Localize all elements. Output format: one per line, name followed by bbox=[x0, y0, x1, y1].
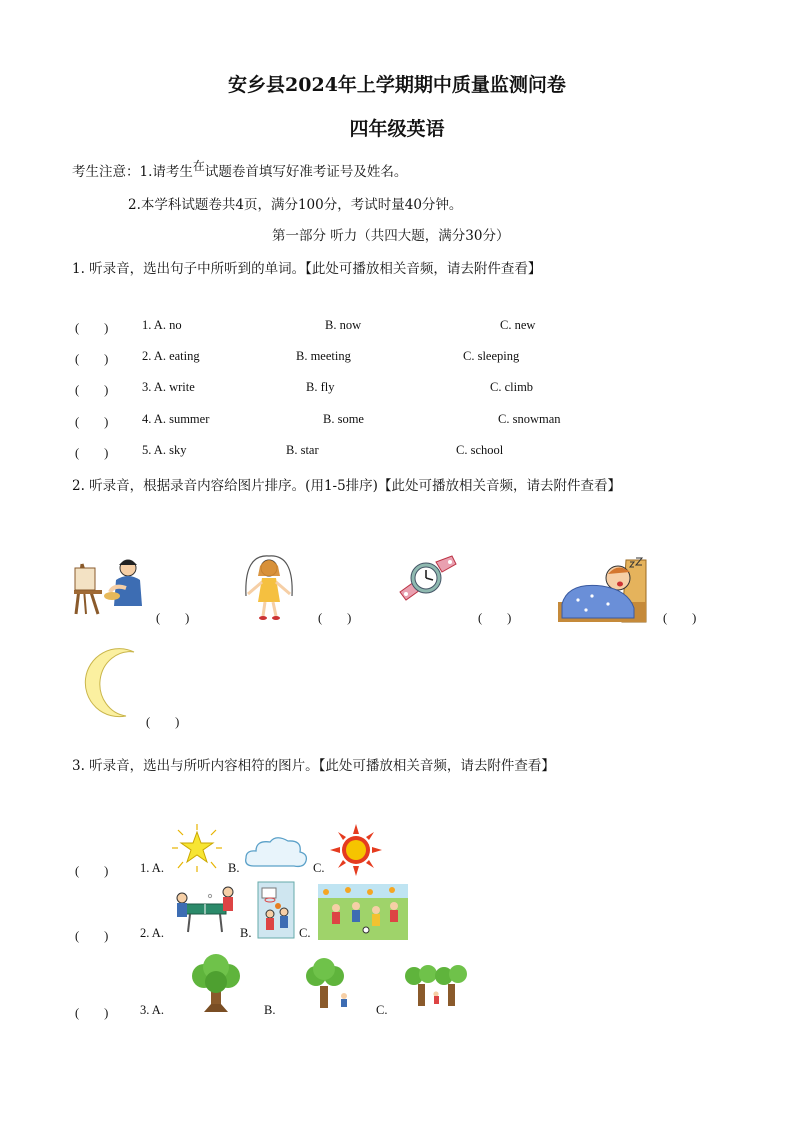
answer-paren[interactable]: ( ) bbox=[75, 383, 109, 397]
sun-icon bbox=[330, 824, 382, 876]
section2-heading: 2. 听录音，根据录音内容给图片排序。(用1-5排序)【此处可播放相关音频，请去附件查看】 bbox=[72, 478, 621, 494]
basketball-icon bbox=[258, 882, 294, 938]
answer-paren[interactable]: ( ) bbox=[75, 352, 109, 366]
two-trees-icon bbox=[404, 960, 470, 1008]
jump-rope-girl-icon bbox=[240, 552, 298, 624]
wristwatch-icon bbox=[396, 554, 460, 602]
option-c-label: C. bbox=[299, 926, 311, 940]
part1-heading: 第一部分 听力（共四大题，满分30分） bbox=[272, 228, 510, 244]
option-a: 4. A. summer bbox=[142, 412, 210, 426]
answer-paren[interactable]: ( ) bbox=[75, 1006, 109, 1020]
page-title: 安乡县2024年上学期期中质量监测问卷 bbox=[228, 74, 566, 96]
shining-star-icon bbox=[172, 824, 222, 872]
painter-icon bbox=[72, 554, 146, 616]
notice-line-1-mark: 在 bbox=[192, 159, 205, 173]
picture-paren[interactable]: ( ) bbox=[156, 611, 190, 625]
option-a-label: 1. A. bbox=[140, 861, 164, 875]
option-a-label: 3. A. bbox=[140, 1003, 164, 1017]
answer-paren[interactable]: ( ) bbox=[75, 929, 109, 943]
option-c: C. school bbox=[456, 443, 504, 457]
cloud-icon bbox=[244, 836, 308, 870]
option-b: B. some bbox=[323, 412, 364, 426]
option-b: B. meeting bbox=[296, 349, 351, 363]
option-c: C. climb bbox=[490, 380, 534, 394]
option-c-label: C. bbox=[376, 1003, 388, 1017]
answer-paren[interactable]: ( ) bbox=[75, 446, 109, 460]
section1-heading: 1. 听录音，选出句子中所听到的单词。【此处可播放相关音频，请去附件查看】 bbox=[72, 261, 542, 277]
football-field-icon bbox=[318, 884, 408, 940]
picture-paren[interactable]: ( ) bbox=[663, 611, 697, 625]
option-b-label: B. bbox=[264, 1003, 276, 1017]
option-a: 3. A. write bbox=[142, 380, 195, 394]
option-b-label: B. bbox=[240, 926, 252, 940]
notice-line-1-prefix: 考生注意：1.请考生 bbox=[72, 164, 193, 180]
sleeping-child-icon bbox=[558, 560, 646, 622]
crescent-moon-icon bbox=[74, 648, 138, 720]
big-tree-icon bbox=[190, 954, 242, 1014]
option-c: C. new bbox=[500, 318, 536, 332]
answer-paren[interactable]: ( ) bbox=[75, 864, 109, 878]
section3-heading: 3. 听录音，选出与所听内容相符的图片。【此处可播放相关音频，请去附件查看】 bbox=[72, 758, 555, 774]
page-subtitle: 四年级英语 bbox=[349, 118, 445, 140]
option-c: C. sleeping bbox=[463, 349, 520, 363]
notice-line-1 bbox=[72, 160, 407, 180]
picture-paren[interactable]: ( ) bbox=[318, 611, 352, 625]
option-c: C. snowman bbox=[498, 412, 561, 426]
notice-line-1-suffix: 试题卷首填写好准考证号及姓名。 bbox=[204, 164, 408, 180]
option-a: 2. A. eating bbox=[142, 349, 200, 363]
notice-line-2: 2.本学科试题卷共4页，满分100分，考试时量40分钟。 bbox=[128, 197, 463, 213]
option-a: 1. A. no bbox=[142, 318, 182, 332]
option-c-label: C. bbox=[313, 861, 325, 875]
answer-paren[interactable]: ( ) bbox=[75, 321, 109, 335]
picture-paren[interactable]: ( ) bbox=[478, 611, 512, 625]
tree-with-child-icon bbox=[306, 958, 352, 1010]
option-b: B. star bbox=[286, 443, 319, 457]
picture-paren[interactable]: ( ) bbox=[146, 715, 180, 729]
option-b: B. now bbox=[325, 318, 362, 332]
answer-paren[interactable]: ( ) bbox=[75, 415, 109, 429]
option-a-label: 2. A. bbox=[140, 926, 164, 940]
option-a: 5. A. sky bbox=[142, 443, 187, 457]
ping-pong-icon bbox=[174, 884, 236, 936]
option-b-label: B. bbox=[228, 861, 240, 875]
option-b: B. fly bbox=[306, 380, 335, 394]
